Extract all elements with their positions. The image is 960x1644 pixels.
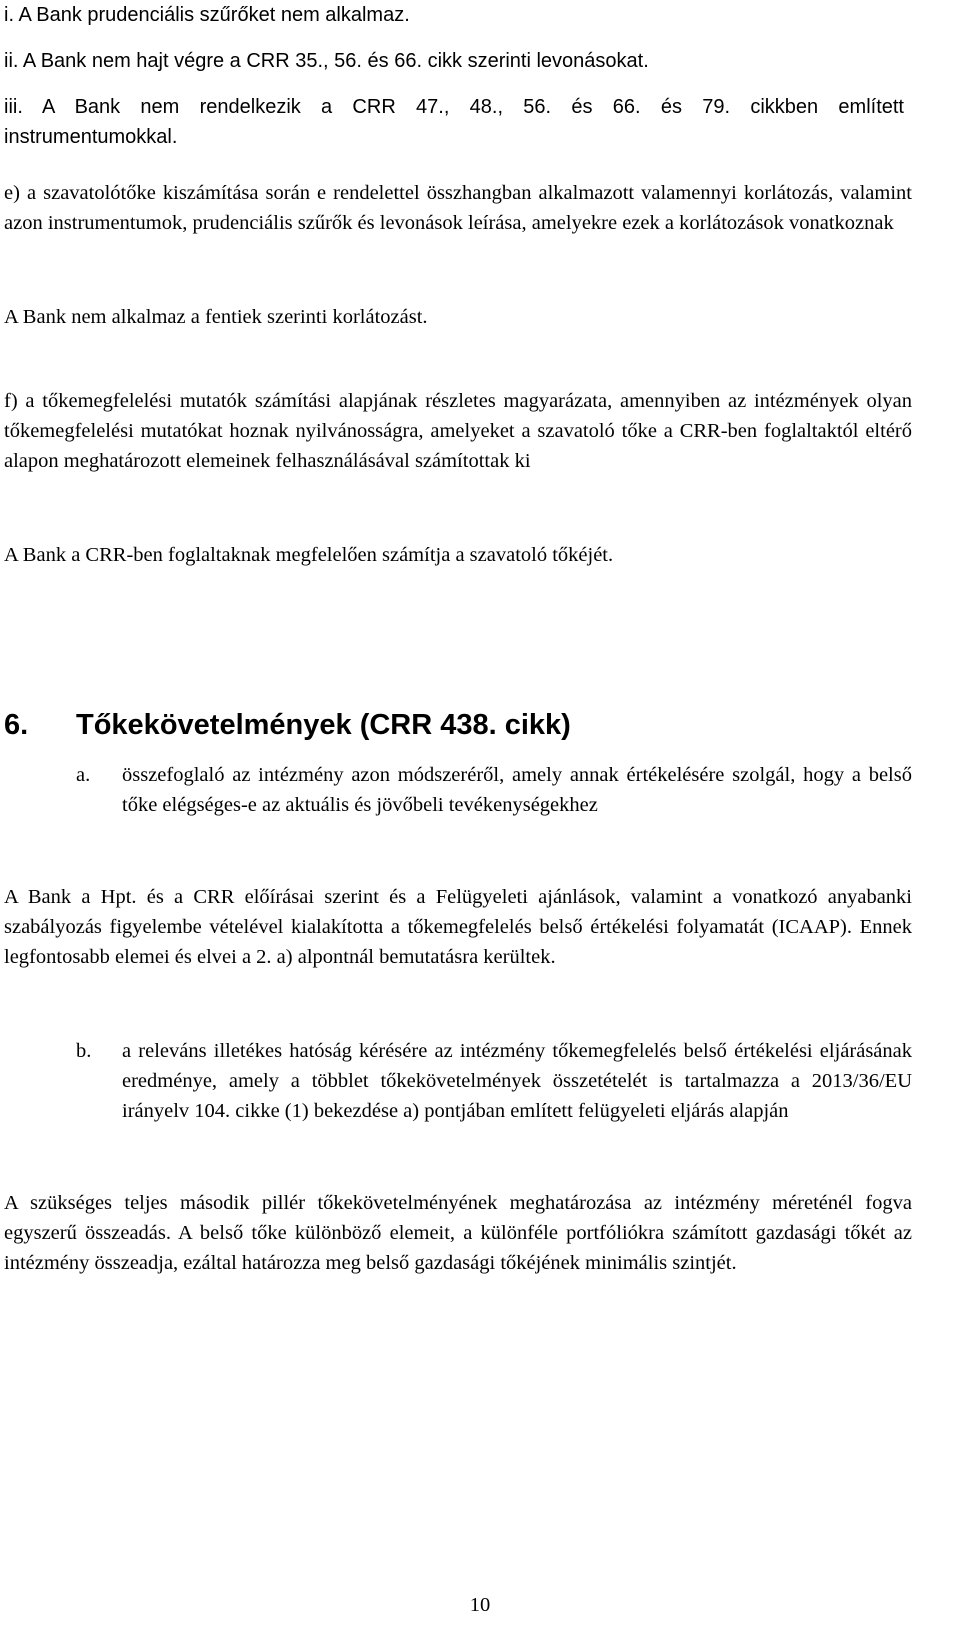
section-f-answer: A Bank a CRR-ben foglaltaknak megfelelően számítja a szavatoló tőkéjét. [4, 544, 614, 566]
section-title: Tőkekövetelmények (CRR 438. cikk) [76, 709, 571, 741]
item-a-text: összefoglaló az intézmény azon módszeréről, amely annak értékelésére szolgál, hogy a belső tőke elégséges-e az aktuális és jövőbeli tevékenységekhez [122, 764, 912, 816]
item-b-answer: A szükséges teljes második pillér tőkekövetelményének meghatározása az intézmény méreténél fogva egyszerű összeadás. A belső tőke különböző elemeit, a különféle portfóliókra számított gazdasági tőkét az intézmény összeadja, ezáltal határozza meg belső gazdasági tőkéjének minimális szintjét. [4, 1192, 912, 1274]
page-number: 10 [469, 1594, 491, 1616]
section-e-text: e) a szavatolótőke kiszámítása során e rendelettel összhangban alkalmazott valamennyi korlátozás, valamint azon instrumentumok, prudenciális szűrők és levonások leírása, amelyekre ezek a korlátozások vonatkoznak [4, 182, 912, 234]
list-item-iii: iii. A Bank nem rendelkezik a CRR 47., 48., 56. és 66. és 79. cikkben említett instrumentumokkal. [4, 96, 904, 148]
section-e-answer: A Bank nem alkalmaz a fentiek szerinti korlátozást. [4, 306, 428, 328]
item-a-answer: A Bank a Hpt. és a CRR előírásai szerint és a Felügyeleti ajánlások, valamint a vonatkozó anyabanki szabályozás figyelembe vételével kialakította a tőkemegfelelés belső értékelési folyamatát (ICAAP). Ennek legfontosabb elemei és elvei a 2. a) alpontnál bemutatásra kerültek. [4, 886, 912, 968]
list-item-ii: ii. A Bank nem hajt végre a CRR 35., 56. és 66. cikk szerinti levonásokat. [4, 50, 649, 72]
item-b-label: b. [76, 1040, 92, 1062]
section-heading [4, 708, 571, 742]
item-b-text: a releváns illetékes hatóság kérésére az intézmény tőkemegfelelés belső értékelési eljárásának eredménye, amely a többlet tőkekövetelmények összetételét is tartalmazza a 2013/36/EU irányelv 104. cikke (1) bekezdése a) pontjában említett felügyeleti eljárás alapján [122, 1040, 912, 1122]
section-f-text: f) a tőkemegfelelési mutatók számítási alapjának részletes magyarázata, amennyiben az intézmények olyan tőkemegfelelési mutatókat hoznak nyilvánosságra, amelyeket a szavatoló tőke a CRR-ben foglaltaktól eltérő alapon meghatározott elemeinek felhasználásával számítottak ki [4, 390, 912, 472]
list-item-i: i. A Bank prudenciális szűrőket nem alkalmaz. [4, 4, 410, 26]
item-a-label: a. [76, 764, 91, 786]
section-number: 6. [4, 709, 29, 741]
